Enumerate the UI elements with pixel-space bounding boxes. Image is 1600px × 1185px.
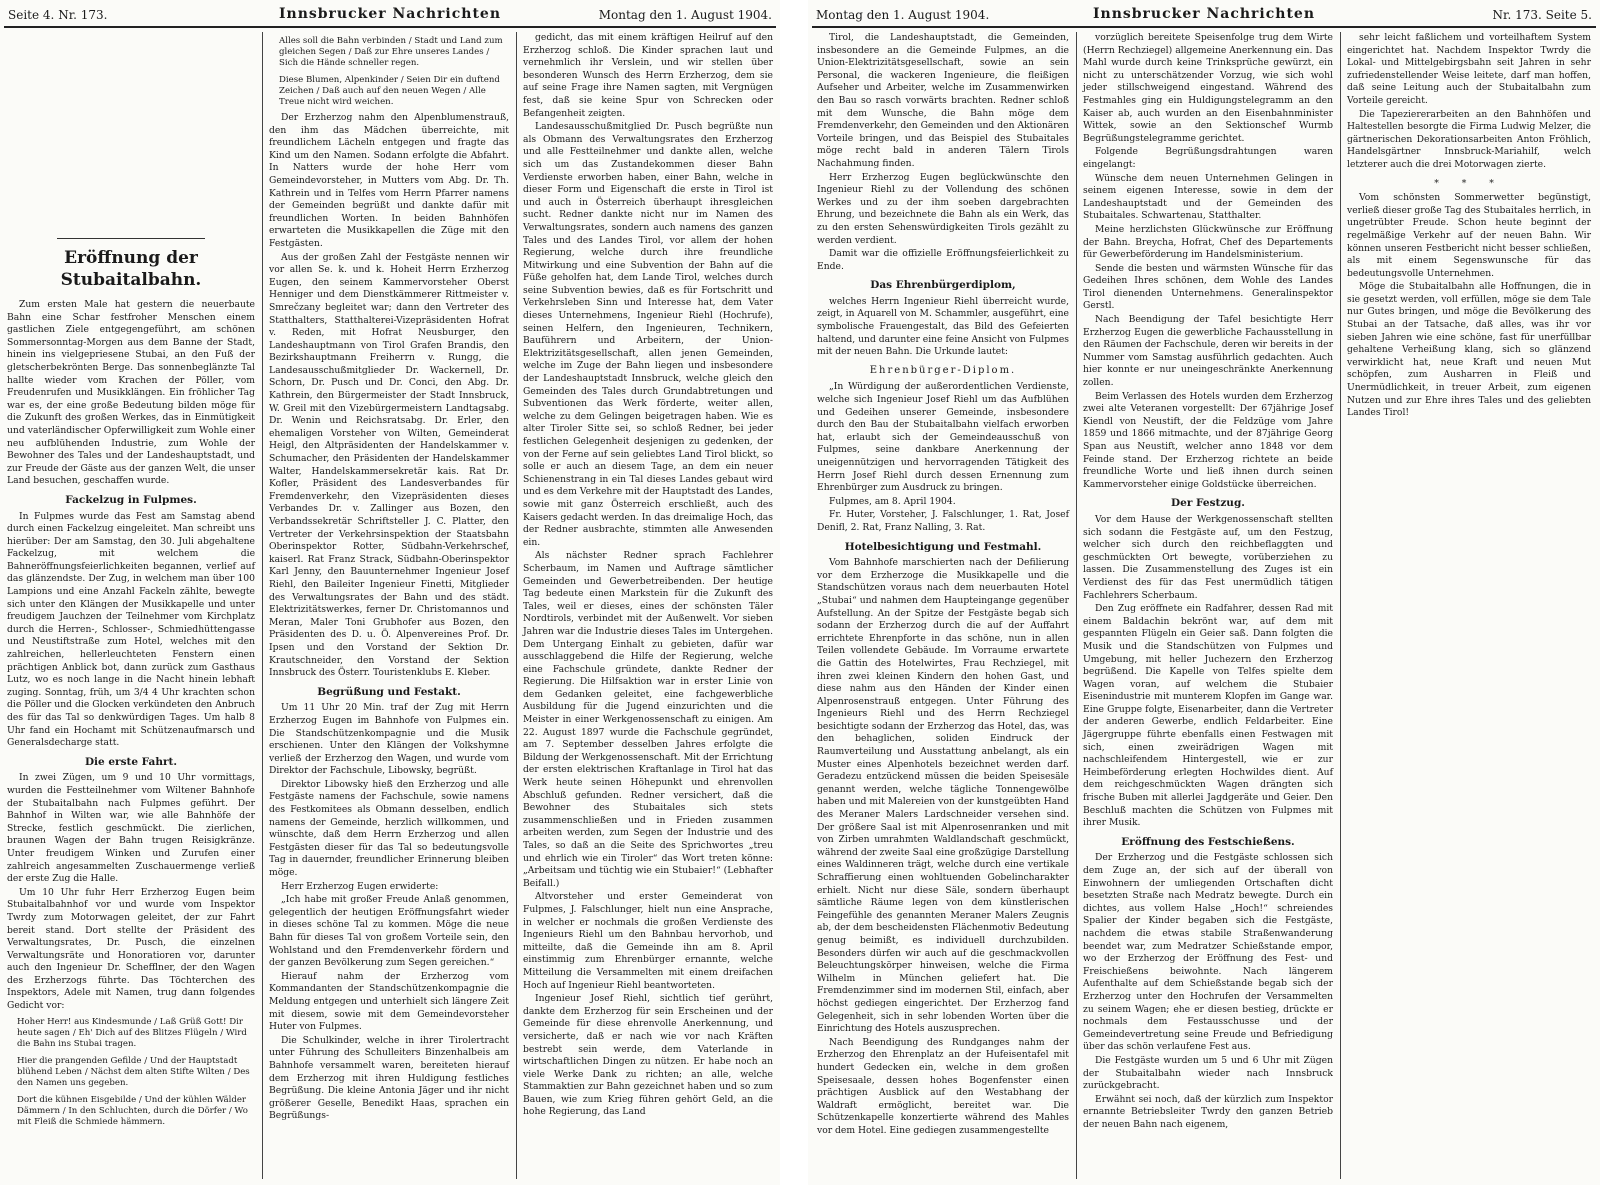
date-right: Montag den 1. August 1904. <box>816 8 990 22</box>
column-rule <box>1076 32 1077 1179</box>
paragraph: Möge die Stubaitalbahn alle Hoffnungen, die in sie gesetzt werden, voll erfüllen, möge sie dem Tale nur Gutes bringen, und möge die Bevölkerung des Stubai an der Tatsache, daß alles, was ihr vor sieben Jahren wie eine schöne, fast für unerfüllbar gehaltene Verheißung klang, sich so glänzend verwirklicht hat, neue Kraft und neuen Mut schöpfen, zum Ausharren in Fleiß und Unermüdlichkeit, in treuer Arbeit, zum eigenen Nutzen und zur Ehre ihres Tales und des geliebten Landes Tirol! <box>1347 281 1591 419</box>
paragraph: gedicht, das mit einem kräftigen Heilruf auf den Erzherzog schloß. Die Kinder sprachen laut und vernehmlich ihr Verslein, und wir stellen über besonderen Wunsch des Herrn Erzherzog, dem sie auf seine Frage ihre Namen sagten, mit Vergnügen fest, daß sie keine Spur von Schrecken oder Befangenheit zeigten. <box>523 32 773 119</box>
subheading: Begrüßung und Festakt. <box>317 685 461 698</box>
paragraph: In zwei Zügen, um 9 und 10 Uhr vormittags, wurden die Festteilnehmer vom Wiltener Bahnhofe der Stubaitalbahn nach Fulpmes geführt. Der Bahnhof in Wilten war, wie alle Bahnhöfe der Strecke, festlich geschmückt. Die zierlichen, braunen Wagen der Bahn trugen Reisigkränze. Unter freudigem Winken und Zurufen einer zahlreich angesammelten Zuschauermenge verließ der erste Zug die Halle. <box>7 772 255 885</box>
column-left-1 <box>2 32 260 1181</box>
paragraph: Aus der großen Zahl der Festgäste nennen wir vor allen Se. k. und k. Hoheit Herrn Erzherzog Eugen, den seinem Kammervorsteher Oberst Henniger und dem Dienstkämmerer Rittmeister v. Smrečzany begleitet war; dann den Vertreter des Statthalters, Statthalterei-Vizepräsidenten Hofrat v. Reden, mit Hofrat Neusburger, den Landeshauptmann von Tirol Grafen Brandis, den Bezirkshauptmann Freiherrn v. Rungg, die Landesausschußmitglieder Dr. Wackernell, Dr. Schorn, Dr. Pusch und Dr. Conci, den Abg. Dr. Kathrein, den Bürgermeister der Stadt Innsbruck, W. Greil mit den Vizebürgermeistern Landtagsabg. Dr. Wenin und Reichsratsabg. Dr. Erler, den ehemaligen Vorsteher von Wilten, Gemeinderat Heigl, den Altpräsidenten der Handelskammer v. Schumacher, den Präsidenten der Handelskammer Walter, Handelskammersekretär kais. Rat Dr. Kofler, Präsident des Landesverbandes für Fremdenverkehr, den Vizepräsidenten dieses Verbandes Dr. v. Zallinger aus Bozen, den Verbandssekretär Schriftsteller J. C. Platter, den Vertreter der Verkehrsinspektion der Staatsbahn Oberinspektor Rotter, Südbahn-Verkehrschef, kaiserl. Rat Franz Strack, Südbahn-Oberinspektor Karl Jenny, den Bauunternehmer Ingenieur Josef Riehl, den Baileiter Ingenieur Finetti, Mitglieder des Verwaltungsrates der Bahn und des städt. Elektrizitätswerkes, ferner Dr. Christomannos und Meran, Maler Toni Grubhofer aus Bozen, den Präsidenten des D. u. Ö. Alpenvereines Prof. Dr. Ipsen und den Vorstand der Sektion Dr. Krautschneider, den Vorstand der Sektion Innsbruck des Österr. Touristenklubs E. Kleber. <box>269 251 509 679</box>
paragraph: Landesausschußmitglied Dr. Pusch begrüßte nun als Obmann des Verwaltungsrates den Erzherzog und alle Festteilnehmer und dankte allen, welche sich um das Zustandekommen dieser Bahn Verdienste erworben haben, einer Bahn, welche in dieser Form und Eigenschaft die erste in Tirol ist und auch in Österreich überhaupt ihresgleichen sucht. Redner dankte nicht nur im Namen des Verwaltungsrates, sondern auch namens des ganzen Tales und des Landes Tirol, vor allem der hohen Regierung, welche durch ihre freundliche Mitwirkung und eine Subvention der Bahn auf die Füße geholfen hat, dem Lande Tirol, welches durch seine Subvention bewies, daß es für Fortschritt und Verkehrsleben Sinn und Interesse hat, dem Vater dieses Unternehmens, Ingenieur Riehl (Hochrufe), seinen Helfern, den Ingenieuren, Technikern, Bauführern und Arbeitern, der Union-Elektrizitätsgesellschaft, allen jenen Gemeinden, welche im Zuge der Bahn liegen und insbesondere der Landeshauptstadt Innsbruck, welche gleich den Gemeinden des Tales durch Grundabtretungen und Subventionen das Werk förderte, weiter allen, welche zu dem Gelingen beigetragen haben. Wie es alter Tiroler Sitte sei, so schloß Redner, bei jeder festlichen Gelegenheit desjenigen zu gedenken, der von der Ferne auf sein geliebtes Land Tirol blickt, so solle er auch an diesem Tage, an dem ein neuer Schienenstrang in ein Tal dieses Landes gebaut wird und es dem Verkehre mit der Hauptstadt des Landes, sowie mit ganz Österreich erschließt, auch des Kaisers gedacht werden. In das dreimalige Hoch, das der Redner ausbrachte, stimmten alle Anwesenden ein. <box>523 121 773 548</box>
section-separator: * * * <box>1434 177 1504 189</box>
blank-area <box>7 32 255 232</box>
paragraph: Damit war die offizielle Eröffnungsfeierlichkeit zu Ende. <box>817 248 1069 272</box>
paragraph: Vor dem Hause der Werkgenossenschaft stellten sich sodann die Festgäste auf, um den Festzug, welcher sich durch den reichbeflaggten und geschmückten Ort bewegte, vorüberziehen zu lassen. Die Zusammenstellung des Zuges ist ein Verdienst des für das Fest unermüdlich tätigen Fachlehrers Scherbaum. <box>1083 513 1333 601</box>
poem-stanza: Alles soll die Bahn verbinden / Stadt und Land zum gleichen Segen / Daß zur Ehre unseres Landes / Sich die Hände schneller regen. <box>279 36 503 68</box>
column-right-2 <box>1078 32 1338 1181</box>
paragraph: Zum ersten Male hat gestern die neuerbaute Bahn eine Schar festfroher Menschen einem gastlichen Ziele entgegengeführt, am schönen Sommersonntag-Morgen aus dem Banne der Stadt, hinein ins vielgepriesene Stubai, an den Fuß der gletscherbekrönten Berge. Das sonnenbeglänzte Tal hallte wieder vom Krachen der Pöller, vom Freudenrufen und Musikklängen. Ein fröhlicher Tag war es, der eine große Bedeutung bilden möge für die Zukunft des großen Werkes, das in Einmütigkeit und vaterländischer Opferwilligkeit zum Wohle einer neu aufblühenden Industrie, zum Wohle der Bewohner des Tales und der Landeshauptstadt, und zur Freude der Gäste aus der ganzen Welt, die unser Land besuchen, geschaffen wurde. <box>7 299 255 487</box>
paragraph: Tirol, die Landeshauptstadt, die Gemeinden, insbesondere an die Gemeinde Fulpmes, an die Union-Elektrizitätsgesellschaft, sowie an sein Personal, die wackeren Ingenieure, die fleißigen Aufseher und Arbeiter, welche im Zusammenwirken den Bau so rasch vorwärts brachten. Redner schloß mit dem Wunsche, die Bahn möge dem Fremdenverkehr, den Gemeinden und den Aktionären Vorteile bringen, und das Beispiel des Stubaitales möge recht bald in anderen Tälern Tirols Nachahmung finden. <box>817 32 1069 169</box>
paragraph: Die Festgäste wurden um 5 und 6 Uhr mit Zügen der Stubaitalbahn wieder nach Innsbruck zurückgebracht. <box>1083 1054 1333 1092</box>
paragraph: Sende die besten und wärmsten Wünsche für das Gedeihen Ihres schönen, dem Wohle des Landes Tirol dienenden Unternehmens. Generalinspektor Gerstl. <box>1083 262 1333 312</box>
subheading: Das Ehrenbürgerdiplom, <box>870 279 1016 292</box>
subheading: Hotelbesichtigung und Festmahl. <box>844 540 1042 553</box>
paragraph: Altvorsteher und erster Gemeinderat von Fulpmes, J. Falschlunger, hielt nun eine Ansprache, in welcher er nochmals die großen Verdienste des Ingenieurs Riehl um den Bahnbau hervorhob, und mitteilte, daß die Gemeinde ihn am 8. April einstimmig zum Ehrenbürger ernannte, welche Mitteilung die Versammelten mit einem dreifachen Hoch auf Ingenieur Riehl beantworteten. <box>523 891 773 991</box>
page-number-right: Nr. 173. Seite 5. <box>1492 8 1592 22</box>
subheading: Fackelzug in Fulpmes. <box>65 493 197 506</box>
paragraph: Erwähnt sei noch, daß der kürzlich zum Inspektor ernannte Betriebsleiter Twrdy den ganzen Betrieb der neuen Bahn nach eigenem, <box>1083 1093 1333 1130</box>
divider <box>57 238 206 239</box>
paragraph: Folgende Begrüßungsdrahtungen waren eingelangt: <box>1083 146 1333 170</box>
column-left-3 <box>518 32 778 1181</box>
paragraph: Beim Verlassen des Hotels wurden dem Erzherzog zwei alte Veteranen vorgestellt: Der 67jährige Josef Kiendl von Neustift, der die Feldzüge vom Jahre 1859 und 1866 mitmachte, und der 87jährige Georg Span aus Neustift, welcher anno 1848 vor dem Feinde stand. Der Erzherzog richtete an beide freundliche Worte und ließ ihnen durch seinen Kammervorsteher einige Goldstücke überreichen. <box>1083 390 1333 490</box>
paragraph: „Ich habe mit großer Freude Anlaß genommen, gelegentlich der heutigen Eröffnungsfahrt wieder in dieses schöne Tal zu kommen. Möge die neue Bahn für dieses Tal von großem Vorteile sein, den Wohlstand und den Fremdenverkehr fördern und der ganzen Bevölkerung zum Segen gereichen.“ <box>269 894 509 969</box>
paragraph: Hierauf nahm der Erzherzog vom Kommandanten der Standschützenkompagnie die Meldung entgegen und unterhielt sich längere Zeit mit diesem, sowie mit dem Gemeindevorsteher Huter von Fulpmes. <box>269 970 509 1033</box>
paragraph: Als nächster Redner sprach Fachlehrer Scherbaum, im Namen und Auftrage sämtlicher Gemeinden und Gewerbetreibenden. Der heutige Tag bedeute einen Markstein für die Zukunft des Tales, weil er dieses, eines der schönsten Täler Nordtirols, verbindet mit der Außenwelt. Vor sieben Jahren war die Industrie dieses Tales im Untergehen. Dem Untergang Einhalt zu gebieten, dafür war ausschlaggebend die Hilfe der Regierung, welche eine Fachschule gründete, dankte Redner der Regierung. Die Hilfsaktion war in erster Linie von dem Gedanken geleitet, eine fachgewerbliche Ausbildung für die Jugend einzurichten und die Meister in einer Werkgenossenschaft zu einigen. Am 22. August 1897 wurde die Fachschule gegründet, am 7. September desselben Jahres erfolgte die Bildung der Werkgenossenschaft. Mit der Errichtung der ersten elektrischen Kraftanlage in Tirol hat das Werk heute seinen Höhepunkt und ehrenvollen Abschluß gefunden. Redner versichert, daß die Bewohner des Stubaitales sich stets zusammenschließen und in Frieden zusammen arbeiten werden, zum Segen der Industrie und des Tales, so daß an die Seite des Sprichwortes „treu und ehrlich wie ein Tiroler“ das Wort treten könne: „Arbeitsam und tüchtig wie ein Stubaier!“ (Lebhafter Beifall.) <box>523 550 773 889</box>
newspaper-page-right <box>808 0 1600 1185</box>
poem-stanza: Dort die kühnen Eisgebilde / Und der kühlen Wälder Dämmern / In den Schluchten, durch die Dörfer / Wo mit Fleiß die Schmiede hämmern. <box>17 1094 248 1127</box>
newspaper-page-left <box>0 0 780 1185</box>
page-gutter <box>780 0 808 1185</box>
column-left-2 <box>264 32 514 1181</box>
paragraph: vorzüglich bereitete Speisenfolge trug dem Wirte (Herrn Rechziegel) allgemeine Anerkennung ein. Das Mahl wurde durch keine Trinksprüche gewürzt, ein nicht zu unterschätzender Vorzug, wie sich wohl jeder stillschweigend eingestand. Während des Festmahles ging ein Huldigungstelegramm an den Kaiser ab, auch wurden an den Eisenbahnminister Wittek, sowie an den Sektionschef Wurmb Begrüßungstelegramme gerichtet. <box>1083 32 1333 144</box>
poem-stanza: Diese Blumen, Alpenkinder / Seien Dir ein duftend Zeichen / Daß auch auf den neuen Wegen / Alle Treue nicht wird weichen. <box>279 75 500 107</box>
page-header-left <box>4 4 776 28</box>
column-rule <box>262 32 263 1179</box>
date-left: Montag den 1. August 1904. <box>598 8 772 22</box>
paragraph: Wünsche dem neuen Unternehmen Gelingen in seinem eigenen Interesse, sowie in dem der Landeshauptstadt und der Gemeinden des Stubaitales. Schwartenau, Statthalter. <box>1083 172 1333 222</box>
paragraph: Die Schulkinder, welche in ihrer Tirolertracht unter Führung des Schulleiters Binzenhalbeis am Bahnhofe versammelt waren, bereiteten hierauf dem Erzherzog mit ihren Huldigung festliches Begrüßung. Die kleine Antonia Jäger und ihr nicht größerer Geselle, Benedikt Haas, sprachen ein Begrüßungs- <box>269 1034 509 1122</box>
paragraph: Der Erzherzog und die Festgäste schlossen sich dem Zuge an, der sich auf der überall von Einwohnern der umliegenden Ortschaften dicht besetzten Straße nach Medratz bewegte. Durch ein dichtes, aus vollem Halse „Hoch!“ schreiendes Spalier der Kinder begaben sich die Festgäste, nachdem die etwas stabile Straßenwanderung beendet war, zum Medratzer Schießstande empor, wo der Erzherzog der Eröffnung des Fest- und Freischießens beiwohnte. Nach längerem Aufenthalte auf dem Schießstande begab sich der Erzherzog unter den Hochrufen der Versammelten zu seinem Wagen; ehe er diesen bestieg, drückte er nochmals dem Festausschusse und der Gemeindevertretung seine Freude und Befriedigung über das schön verlaufene Fest aus. <box>1083 852 1333 1053</box>
subheading: Eröffnung des Festschießens. <box>1121 835 1295 848</box>
paragraph: „In Würdigung der außerordentlichen Verdienste, welche sich Ingenieur Josef Riehl um das Aufblühen und Gedeihen unserer Gemeinde, insbesondere durch den Bau der Stubaitalbahn vielfach erworben hat, erlaubt sich der Gemeindeausschuß von Fulpmes, seine dankbare Anerkennung der uneigennützigen und hervorragenden Tätigkeit des Herrn Josef Riehl durch dessen Ernennung zum Ehrenbürger zum Ausdruck zu bringen. <box>817 381 1069 494</box>
subheading: Der Festzug. <box>1171 497 1245 510</box>
paragraph: Fulpmes, am 8. April 1904. <box>829 495 956 507</box>
paragraph: Vom Bahnhofe marschierten nach der Defilierung vor dem Erzherzoge die Musikkapelle und die Standschützen voraus nach dem neuerbauten Hotel „Stubai“ und nahmen dem Haupteingange gegenüber Aufstellung. An der Spitze der Festgäste begab sich sodann der Erzherzog durch die auf der Auffahrt errichtete Ehrenpforte in das schöne, nun in allen Teilen vollendete Gebäude. Im Vorraume erwartete die Gattin des Hotelwirtes, Frau Rechziegel, mit ihren zwei kleinen Kindern den hohen Gast, und diese nahm aus den Händen der Kinder einen Alpenrosenstrauß entgegen. Unter Führung des Ingenieurs Riehl und des Herrn Rechziegel besichtigte sodann der Erzherzog das Hotel, das, was den behaglichen, soliden Eindruck der Raumverteilung und Ausstattung anbelangt, als ein Muster eines Alpenhotels bezeichnet werden darf. Geradezu entzückend müssen die beiden Speisesäle genannt werden, welche tägliche Tonnengewölbe haben und mit Malereien von der kunstgeübten Hand des Meraner Malers Lardschneider versehen sind. Der größere Saal ist mit Alpenrosenranken und mit von Zirben umrahmten Waldlandschaft geschmückt, während der zweite Saal eine großzügige Darstellung eines Waldinneren trägt, welche durch eine vertikale Schraffierung einen wohltuenden Gobelincharakter erhielt. Nicht nur diese Säle, sondern überhaupt sämtliche Räume legen von dem künstlerischen Feingefühle des genannten Meraner Malers Zeugnis ab, der dem bescheidensten Flächenmotiv Bedeutung genug beimißt, es individuell durchzubilden. Besonders dürfen wir auch auf die geschmackvollen Beleuchtungskörper hinweisen, welche die Firma Wilhelm in München geliefert hat. Die Fremdenzimmer sind im modernen Stil, einfach, aber höchst gediegen eingerichtet. Der Erzherzog fand Gelegenheit, sich in sehr lobenden Worten über die Einrichtung des Hotels auszusprechen. <box>817 557 1069 1035</box>
paragraph: Nach Beendigung der Tafel besichtigte Herr Erzherzog Eugen die gewerbliche Fachausstellung in den Räumen der Fachschule, deren wir bereits in der Nummer vom Samstag ausführlich gedachten. Auch hier konnte er nur uneingeschränkte Anerkennung zollen. <box>1083 314 1333 389</box>
paragraph: sehr leicht faßlichem und vorteilhaftem System eingerichtet hat. Nachdem Inspektor Twrdy die Lokal- und Mittelgebirgsbahn seit Jahren in sehr zufriedenstellender Weise leitete, darf man hoffen, daß seine Leitung auch der Stubaitalbahn zum Vorteile gereicht. <box>1347 32 1591 106</box>
paper-title-right: Innsbrucker Nachrichten <box>1092 6 1316 22</box>
page-header-right <box>812 4 1596 28</box>
paragraph: welches Herrn Ingenieur Riehl überreicht wurde, zeigt, in Aquarell von M. Schammler, ausgeführt, eine symbolische Frauengestalt, das Bild des Gefeierten haltend, und darunter eine feine Ansicht von Fulpmes mit der neuen Bahn. Die Urkunde lautet: <box>817 295 1069 358</box>
paragraph: Ingenieur Josef Riehl, sichtlich tief gerührt, dankte dem Erzherzog für sein Erscheinen und der Gemeinde für diese ehrenvolle Anerkennung, und versicherte, daß er nach wie vor nach Kräften bestrebt sein werde, dem Vaterlande in wirtschaftlichen Dingen zu nützen. Er habe noch an viele Werke Dank zu richten; an alle, welche Stammaktien zur Bahn gezeichnet haben und so zum Bauen, wie zum Krieg führen gehört Geld, an die hohe Regierung, das Land <box>523 993 773 1118</box>
paragraph: Vom schönsten Sommerwetter begünstigt, verließ dieser große Tag des Stubaitales herrlich, in ungetrübter Freude. Schon heute beginnt der regelmäßige Verkehr auf der neuen Bahn. Wir können unseren Festbericht nicht besser schließen, als mit einem Segenswunsche für das bedeutungsvolle Unternehmen. <box>1347 192 1591 279</box>
paragraph: Um 11 Uhr 20 Min. traf der Zug mit Herrn Erzherzog Eugen im Bahnhofe von Fulpmes ein. Die Standschützenkompagnie und die Musik erschienen. Unter den Klängen der Volkshymne verließ der Erzherzog den Wagen, und wurde vom Direktor der Fachschule, Libowsky, begrüßt. <box>269 702 509 777</box>
paragraph: Die Tapeziererarbeiten an den Bahnhöfen und Haltestellen besorgte die Firma Ludwig Melzer, die gärtnerischen Dekorationsarbeiten Anton Fröhlich, Handelsgärtner Innsbruck-Mariahilf, welch letzterer auch die drei Motorwagen zierte. <box>1347 108 1591 170</box>
column-right-3 <box>1342 32 1596 1181</box>
paragraph: Direktor Libowsky hieß den Erzherzog und alle Festgäste namens der Fachschule, sowie namens des Festkomitees als Obmann desselben, endlich namens der Gemeinde, herzlich willkommen, und wünschte, daß dem Herrn Erzherzog und allen Festgästen dieser für das Tal so bedeutungsvolle Tag in dauernder, freundlicher Erinnerung bleiben möge. <box>269 778 509 879</box>
paragraph: Herr Erzherzog Eugen erwiderte: <box>281 880 439 892</box>
diploma-title: Ehrenbürger-Diplom. <box>869 364 1017 376</box>
column-right-1 <box>812 32 1074 1181</box>
paragraph: Um 10 Uhr fuhr Herr Erzherzog Eugen beim Stubaitalbahnhof vor und wurde vom Inspektor Twrdy zum Motorwagen geleitet, der zur Fahrt bereit stand. Dort stellte der Präsident des Verwaltungsrates, Dr. Pusch, die einzelnen Verwaltungsräte und Honoratioren vor, darunter auch den Ingenieur Dr. Schefflner, der den Wagen des Erzherzogs führte. Das Töchterchen des Inspektors, Adele mit Namen, trug dann folgendes Gedicht vor: <box>7 886 255 1012</box>
column-rule <box>1340 32 1341 1179</box>
paragraph: Nach Beendigung des Rundganges nahm der Erzherzog den Ehrenplatz an der Hufeisentafel mit hundert Gedecken ein, welche in dem großen Speisesaale, dessen hohes Bogenfenster einen prächtigen Ausblick auf den Westabhang der Waldraft ermöglicht, bereitet war. Die Schützenkapelle konzertierte während des Mahles vor dem Hotel. Eine gediegen zusammengestellte <box>817 1036 1069 1136</box>
paragraph: In Fulpmes wurde das Fest am Samstag abend durch einen Fackelzug eingeleitet. Man schreibt uns hierüber: Der am Samstag, den 30. Juli abgehaltene Fackelzug, mit welchem die Bahneröffnungsfeierlichkeiten begannen, verlief auf das glänzendste. Der Zug, in welchem man über 100 Lampions und eine Anzahl Fackeln zählte, bewegte sich unter den Klängen der Musikkapelle und unter freudigem Jauchzen der Teilnehmer vom Kirchplatz durch die Herren-, Schlosser-, Schmiedhüttengasse und Neustiftstraße zum Hotel, welches mit den zahlreichen, hellerleuchteten Fenstern einen prächtigen Anblick bot, dann zurück zum Gasthaus Lutz, wo es noch lange in die Nacht hinein lebhaft zuging. Sonntag, früh, um 3/4 4 Uhr krachten schon die Pöller und die Glocken verkündeten den Anbruch des für das Tal so denkwürdigen Tages. Um halb 8 Uhr fand ein Hochamt mit Schützenaufmarsch und Generalsdecharge statt. <box>7 510 255 749</box>
poem-stanza: Hoher Herr! aus Kindesmunde / Laß Grüß Gott! Dir heute sagen / Eh' Dich auf des Blitzes Flügeln / Wird die Bahn ins Stubai tragen. <box>17 1016 247 1049</box>
column-rule <box>516 32 517 1179</box>
page-number-left: Seite 4. Nr. 173. <box>8 8 108 22</box>
paper-title-left: Innsbrucker Nachrichten <box>278 6 502 22</box>
subheading: Die erste Fahrt. <box>84 755 178 768</box>
paragraph: Der Erzherzog nahm den Alpenblumenstrauß, den ihm das Mädchen überreichte, mit freundlichem Lächeln entgegen und fragte das Kind um den Namen. Sodann erfolgte die Abfahrt. In Natters wurde der hohe Herr vom Gemeindevorsteher, in Mutters vom Abg. Dr. Th. Kathrein und in Telfes vom Herrn Pfarrer namens der Gemeinden begrüßt und dankte dafür mit freundlichen Worten. In beiden Bahnhöfen erwarteten die Musikkapellen die Züge mit den Festgästen. <box>269 112 509 249</box>
paragraph: Herr Erzherzog Eugen beglückwünschte den Ingenieur Riehl zu der Vollendung des schönen Werkes und zu der ihm soeben dargebrachten Ehrung, und bezeichnete die Bahn als ein Werk, das zu den ersten Sehenswürdigkeiten Tirols gezählt zu werden verdient. <box>817 171 1069 246</box>
poem-stanza: Hier die prangenden Gefilde / Und der Hauptstadt blühend Leben / Nächst dem alten Stifte Wilten / Des den Namen uns gegeben. <box>17 1055 250 1088</box>
paragraph: Meine herzlichsten Glückwünsche zur Eröffnung der Bahn. Breycha, Hofrat, Chef des Departements für Gewerbeförderung im Handelsministerium. <box>1083 223 1333 261</box>
signatures: Fr. Huter, Vorsteher, J. Falschlunger, 1. Rat, Josef Denifl, 2. Rat, Franz Nalling, 3. Rat. <box>817 509 1069 533</box>
paragraph: Den Zug eröffnete ein Radfahrer, dessen Rad mit einem Baldachin bekrönt war, auf dem mit gespannten Flügeln ein Geier saß. Dann folgten die Musik und die Standschützen von Fulpmes und Umgebung, mit heller Juchezern den Erzherzog begrüßend. Die Kapelle von Telfes spielte dem Wagen voran, auf welchem die Stubaier Eisenindustrie mit munterem Klopfen im Gange war. Eine Gruppe folgte, Eisenarbeiter, dann die Vertreter der anderen Gewerbe, endlich Feldarbeiter. Eine Jägergruppe führte ebenfalls einen Festwagen mit sich, einen zweirädrigen Wagen mit nachschleifendem Hintergestell, wie er zur Heimbeförderung erlegten Hochwildes dient. Auf dem reichgeschmückten Wagen drängten sich frische Buben mit allerlei Jagdgeräte und Geier. Den Beschluß machten die Schützen von Fulpmes mit ihrer Musik. <box>1083 603 1333 829</box>
article-title: Eröffnung der Stubaitalbahn. <box>60 248 202 290</box>
